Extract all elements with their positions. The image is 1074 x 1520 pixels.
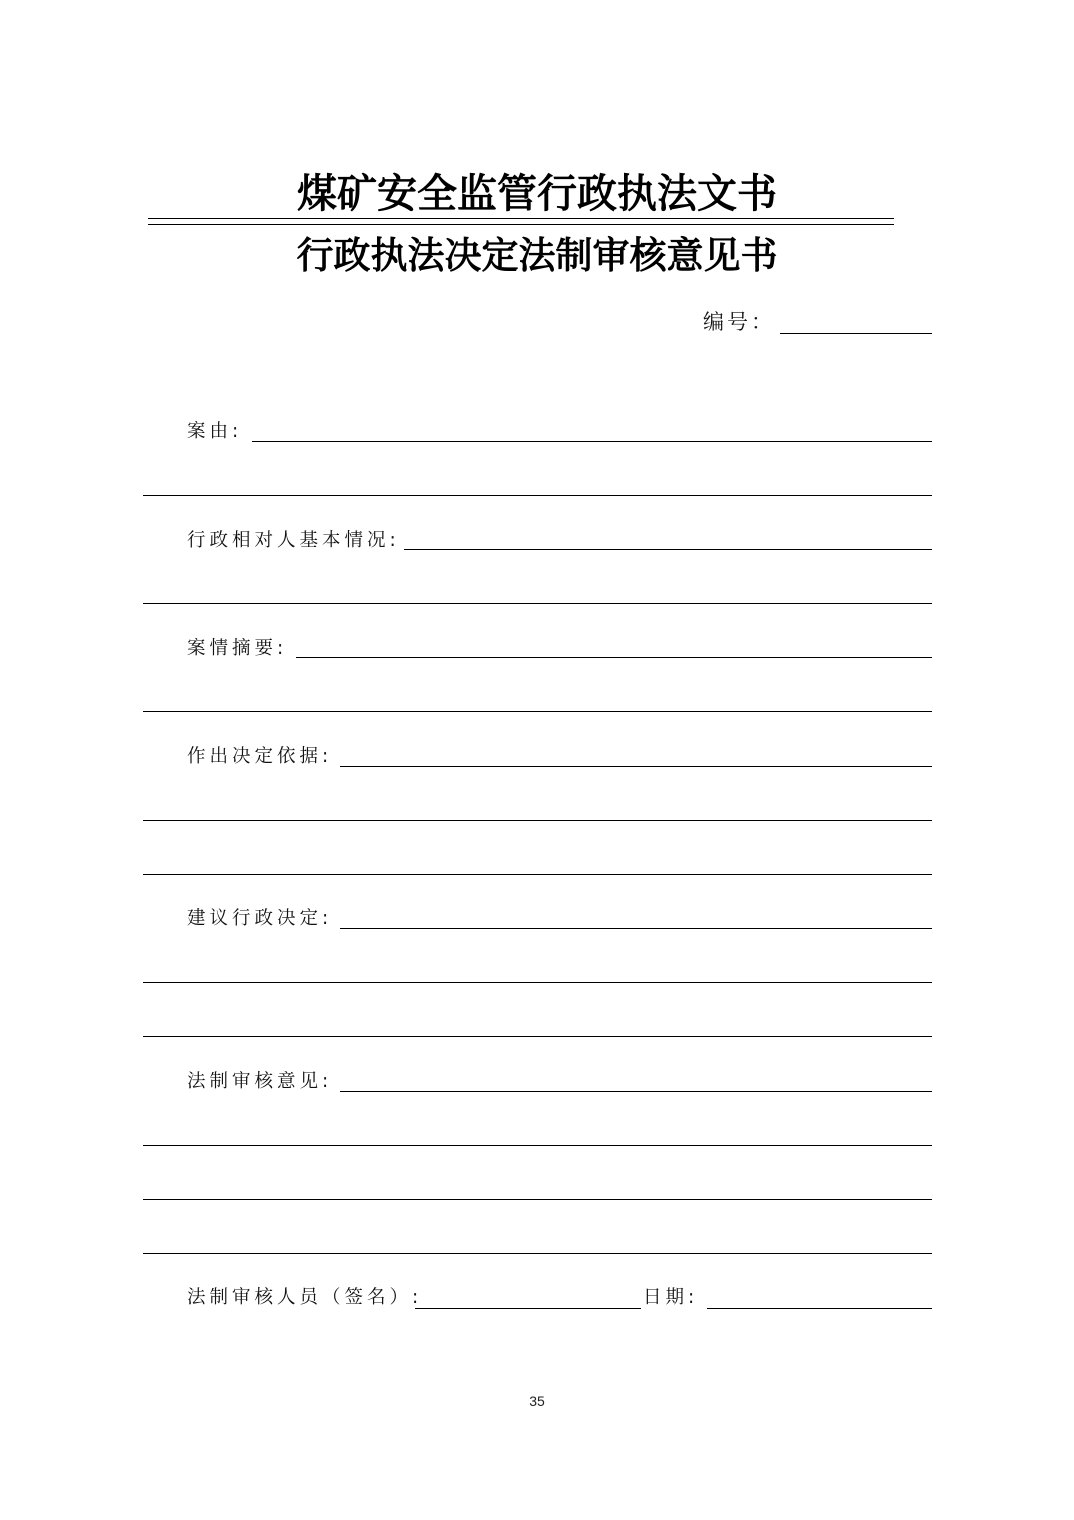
party-info-label: 行政相对人基本情况: xyxy=(187,530,400,551)
category-title: 煤矿安全监管行政执法文书 xyxy=(297,170,777,217)
review-opinion-field[interactable] xyxy=(340,1091,932,1092)
decision-basis-field[interactable] xyxy=(340,766,932,767)
review-opinion-line-2[interactable] xyxy=(143,1145,932,1146)
case-cause-label: 案由: xyxy=(187,421,243,442)
proposed-decision-field[interactable] xyxy=(340,928,932,929)
decision-basis-line-2[interactable] xyxy=(143,820,932,821)
party-info-line-2[interactable] xyxy=(143,603,932,604)
date-label: 日期: xyxy=(643,1287,699,1308)
case-summary-field[interactable] xyxy=(296,657,932,658)
decision-basis-label: 作出决定依据: xyxy=(187,746,333,767)
review-opinion-line-3[interactable] xyxy=(143,1199,932,1200)
party-info-field[interactable] xyxy=(404,549,932,550)
reviewer-signature-field[interactable] xyxy=(415,1308,641,1309)
proposed-decision-line-2[interactable] xyxy=(143,982,932,983)
reviewer-signature-label: 法制审核人员（签名）: xyxy=(187,1287,423,1308)
document-number-label: 编号： xyxy=(703,310,775,334)
document-number xyxy=(703,307,933,337)
case-cause-field[interactable] xyxy=(252,441,932,442)
document-number-field[interactable] xyxy=(780,333,932,334)
decision-basis-line-3[interactable] xyxy=(143,874,932,875)
title-double-rule xyxy=(148,218,894,225)
document-title: 行政执法决定法制审核意见书 xyxy=(296,234,778,277)
review-opinion-label: 法制审核意见: xyxy=(187,1071,333,1092)
proposed-decision-label: 建议行政决定: xyxy=(187,908,333,929)
review-opinion-line-4[interactable] xyxy=(143,1253,932,1254)
case-summary-label: 案情摘要: xyxy=(187,638,288,659)
case-summary-line-2[interactable] xyxy=(143,711,932,712)
page-number: 35 xyxy=(529,1393,545,1409)
date-field[interactable] xyxy=(707,1308,932,1309)
case-cause-line-2[interactable] xyxy=(143,495,932,496)
proposed-decision-line-3[interactable] xyxy=(143,1036,932,1037)
